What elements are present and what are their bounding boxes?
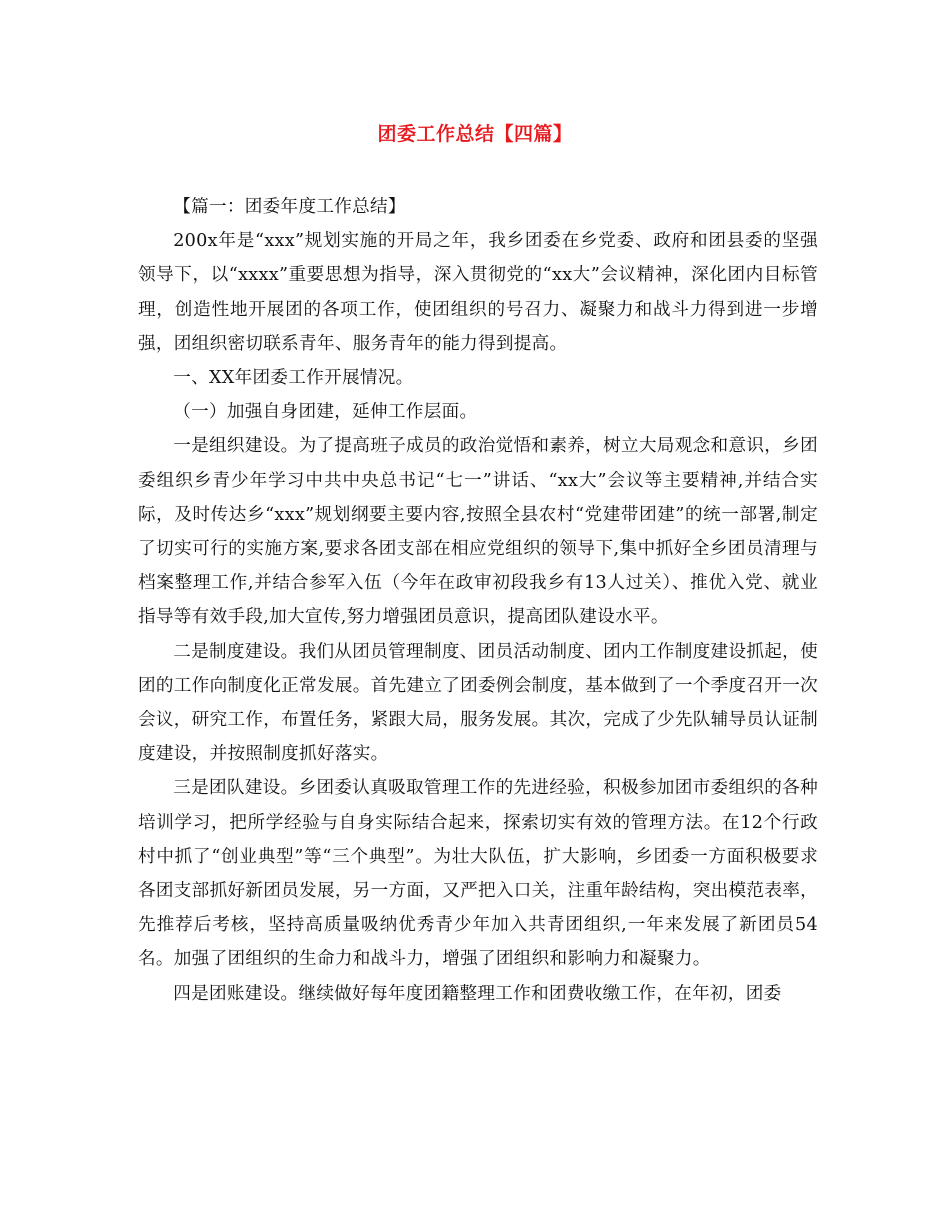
- heading-part-one: 一、XX年团委工作开展情况。: [173, 368, 414, 389]
- paragraph-accounts: 四是团账建设。继续做好每年度团籍整理工作和团费收缴工作，在年初，团委: [173, 983, 782, 1004]
- paragraph-team: 三是团队建设。乡团委认真吸取管理工作的先进经验，积极参加团市委组织的各种培训学习，把所学经验与自身实际结合起来，探索切实有效的管理方法。在12个行政村中抓了“创业典型”等“三个典型”。为壮大队伍，扩大影响，乡团委一方面积极要求各团支部抓好新团员发展，另一方面，又严把入口关，注重年龄结构，突出模范表率，先推荐后考核，坚持高质量吸纳优秀青少年加入共青团组织,一年来发展了新团员54名。加强了团组织的生命力和战斗力，增强了团组织和影响力和凝聚力。: [138, 778, 818, 970]
- document-body: [138, 190, 818, 1011]
- paragraph-system: 二是制度建设。我们从团员管理制度、团员活动制度、团内工作制度建设抓起，使团的工作向制度化正常发展。首先建立了团委例会制度，基本做到了一个季度召开一次会议，研究工作，布置任务，紧跟大局，服务发展。其次，完成了少先队辅导员认证制度建设，并按照制度抓好落实。: [138, 641, 818, 765]
- section-heading: 【篇一：团委年度工作总结】: [173, 197, 406, 217]
- paragraph-intro: 200x年是“xxx”规划实施的开局之年，我乡团委在乡党委、政府和团县委的坚强领导下，以“xxxx”重要思想为指导，深入贯彻党的“xx大”会议精神，深化团内目标管理，创造性地开展团的各项工作，使团组织的号召力、凝聚力和战斗力得到进一步增强，团组织密切联系青年、服务青年的能力得到提高。: [138, 231, 818, 354]
- heading-subsection-one: （一）加强自身团建，延伸工作层面。: [173, 402, 478, 423]
- document-title: 团委工作总结【四篇】: [377, 123, 573, 145]
- paragraph-organization: 一是组织建设。为了提高班子成员的政治觉悟和素养，树立大局观念和意识，乡团委组织乡青少年学习中共中央总书记“七一”讲话、“xx大”会议等主要精神,并结合实际，及时传达乡“xxx”规划纲要主要内容,按照全县农村“党建带团建”的统一部署,制定了切实可行的实施方案,要求各团支部在相应党组织的领导下,集中抓好全乡团员清理与档案整理工作,并结合参军入伍（今年在政审初段我乡有13人过关）、推优入党、就业指导等有效手段,加大宣传,努力增强团员意识，提高团队建设水平。: [138, 436, 818, 628]
